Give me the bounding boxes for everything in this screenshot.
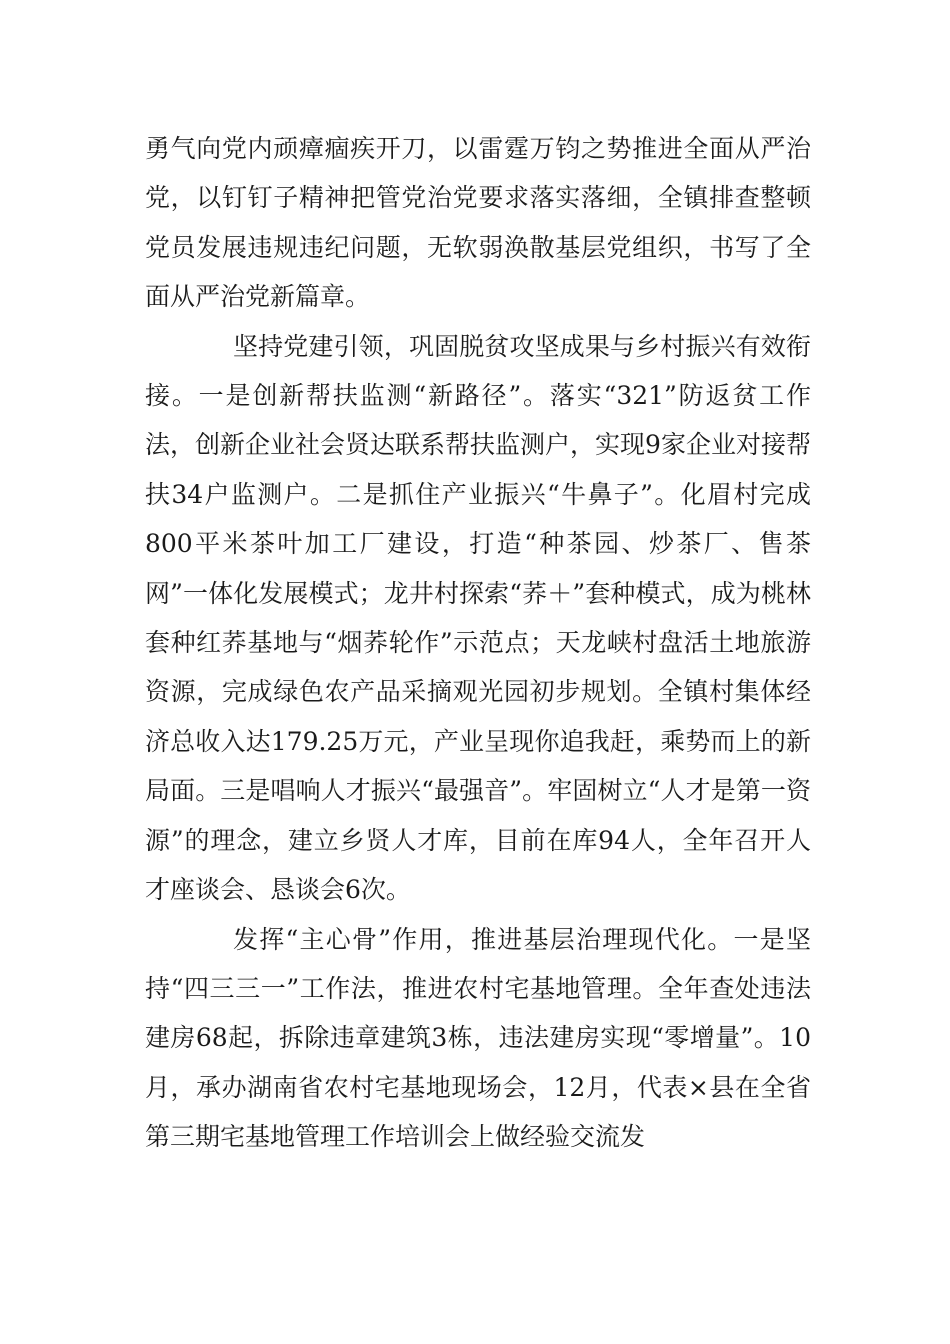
document-body	[145, 124, 811, 1162]
paragraph-rural-revitalization: 坚持党建引领，巩固脱贫攻坚成果与乡村振兴有效衔接。一是创新帮扶监测“新路径”。落实“321”防返贫工作法，创新企业社会贤达联系帮扶监测户，实现9家企业对接帮扶34户监测户。二是抓住产业振兴“牛鼻子”。化眉村完成800平米茶叶加工厂建设，打造“种茶园、炒茶厂、售茶网”一体化发展模式；龙井村探索“荞＋”套种模式，成为桃林套种红荞基地与“烟荞轮作”示范点；天龙峡村盘活土地旅游资源，完成绿色农产品采摘观光园初步规划。全镇村集体经济总收入达179.25万元，产业呈现你追我赶，乘势而上的新局面。三是唱响人才振兴“最强音”。牢固树立“人才是第一资源”的理念，建立乡贤人才库，目前在库94人，全年召开人才座谈会、恳谈会6次。	[145, 331, 811, 905]
paragraph-party-governance: 勇气向党内顽瘴痼疾开刀，以雷霆万钧之势推进全面从严治党，以钉钉子精神把管党治党要求落实落细，全镇排查整顿党员发展违规违纪问题，无软弱涣散基层党组织，书写了全面从严治党新篇章。	[145, 134, 811, 312]
paragraph-grassroots-governance: 发挥“主心骨”作用，推进基层治理现代化。一是坚持“四三三一”工作法，推进农村宅基地管理。全年查处违法建房68起，拆除违章建筑3栋，违法建房实现“零增量”。10月，承办湖南省农村宅基地现场会，12月，代表×县在全省第三期宅基地管理工作培训会上做经验交流发	[145, 924, 811, 1152]
